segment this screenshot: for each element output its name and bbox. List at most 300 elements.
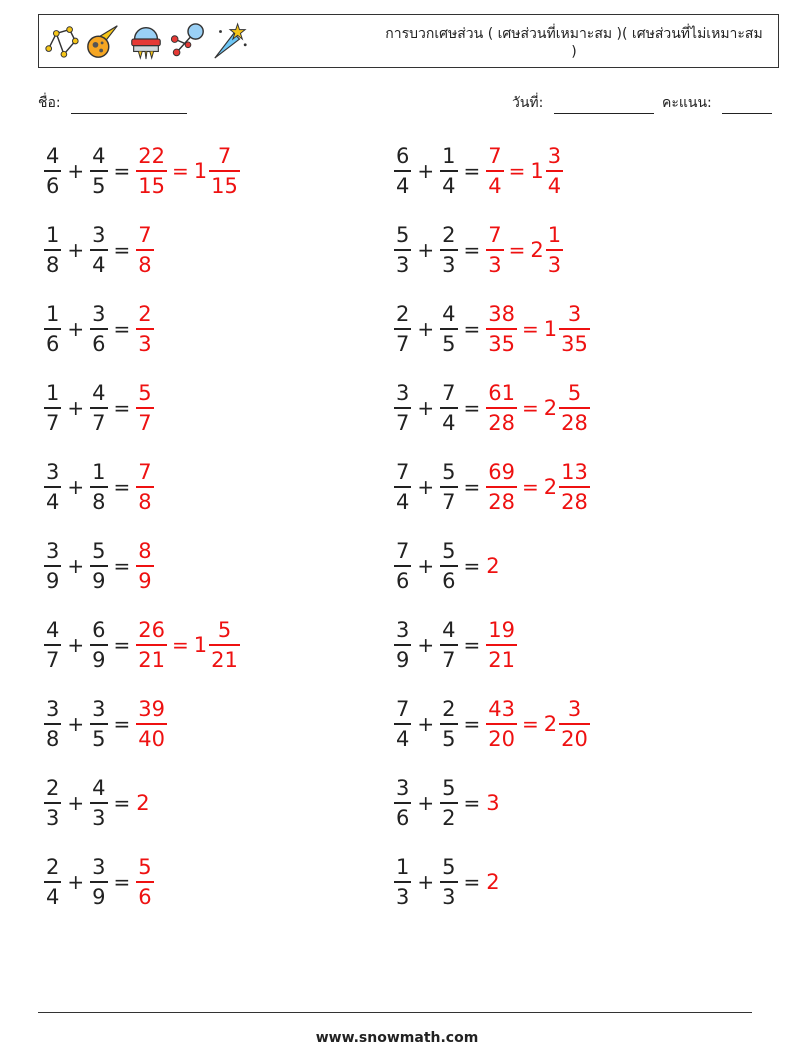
addend-fraction: [44, 854, 61, 910]
denominator: 4: [488, 173, 502, 198]
addend-fraction: [394, 301, 411, 357]
denominator: 3: [138, 331, 152, 356]
fraction-bar: [394, 644, 411, 646]
equals-sign: =: [113, 475, 131, 499]
plus-sign: +: [417, 475, 435, 499]
comet-icon: [85, 19, 123, 63]
problem-item: [44, 691, 167, 757]
fraction-bar: [44, 723, 61, 725]
denominator: 5: [442, 726, 456, 751]
denominator: 9: [92, 647, 106, 672]
fraction-bar: [440, 723, 457, 725]
denominator: 4: [547, 173, 562, 198]
numerator: 4: [92, 381, 106, 406]
equals-sign: =: [113, 791, 131, 815]
equals-sign: =: [172, 633, 189, 657]
equals-sign: =: [522, 396, 539, 420]
numerator: 7: [488, 144, 502, 169]
problem-item: [394, 375, 590, 441]
numerator: 5: [442, 539, 456, 564]
denominator: 7: [442, 647, 456, 672]
denominator: 7: [46, 647, 60, 672]
equals-sign: =: [463, 238, 481, 262]
denominator: 4: [46, 489, 60, 514]
answer: [136, 696, 167, 752]
numerator: 7: [442, 381, 456, 406]
equals-sign: =: [113, 238, 131, 262]
fraction-bar: [136, 565, 153, 567]
plus-sign: +: [417, 159, 435, 183]
footer-website: www.snowmath.com: [315, 1030, 479, 1046]
fraction-bar: [394, 407, 411, 409]
answer: [486, 617, 517, 673]
equals-sign: =: [522, 317, 539, 341]
numerator: 3: [567, 302, 582, 327]
problem-item: [394, 138, 563, 204]
date-label: วันที่:: [512, 95, 544, 111]
spaceship-icon: [127, 19, 165, 63]
fraction-bar: [44, 328, 61, 330]
numerator: 7: [396, 539, 410, 564]
plus-sign: +: [417, 633, 435, 657]
mixed-whole: 2: [543, 396, 558, 420]
numerator: 43: [488, 697, 516, 722]
fraction-bar: [90, 802, 107, 804]
answer: [486, 222, 563, 278]
fraction-bar: [136, 328, 153, 330]
plus-sign: +: [417, 712, 435, 736]
fraction-bar: [440, 565, 457, 567]
answer: [136, 459, 153, 515]
header-icons: [39, 15, 249, 67]
answer: [486, 301, 590, 357]
fraction-bar: [440, 170, 457, 172]
addend-fraction: [44, 617, 61, 673]
fraction-bar: [440, 407, 457, 409]
problem-item: [394, 612, 517, 678]
fraction-bar: [209, 170, 240, 172]
fraction-bar: [559, 407, 590, 409]
answer-fraction: [136, 143, 167, 199]
denominator: 4: [442, 173, 456, 198]
fraction-bar: [440, 802, 457, 804]
numerator: 19: [488, 618, 516, 643]
addend-fraction: [90, 696, 107, 752]
answer: [136, 380, 153, 436]
fraction-bar: [209, 644, 240, 646]
addend-fraction: [90, 143, 107, 199]
fraction-bar: [136, 881, 153, 883]
numerator: 1: [46, 302, 60, 327]
numerator: 1: [396, 855, 410, 880]
fraction-bar: [136, 644, 167, 646]
addend-fraction: [90, 617, 107, 673]
fraction-bar: [136, 170, 167, 172]
denominator: 3: [488, 252, 502, 277]
mixed-fraction: [546, 143, 563, 199]
denominator: 9: [92, 884, 106, 909]
plus-sign: +: [67, 791, 85, 815]
fraction-bar: [136, 407, 153, 409]
addend-fraction: [44, 696, 61, 752]
addend-fraction: [44, 301, 61, 357]
fraction-bar: [136, 249, 153, 251]
satellite-icon: [169, 19, 207, 63]
numerator: 1: [92, 460, 106, 485]
plus-sign: +: [417, 317, 435, 341]
addend-fraction: [394, 775, 411, 831]
plus-sign: +: [67, 396, 85, 420]
denominator: 4: [396, 173, 410, 198]
equals-sign: =: [522, 475, 539, 499]
numerator: 69: [488, 460, 516, 485]
fraction-bar: [559, 723, 590, 725]
denominator: 9: [396, 647, 410, 672]
mixed-whole: 1: [193, 159, 208, 183]
addend-fraction: [394, 854, 411, 910]
numerator: 4: [46, 144, 60, 169]
numerator: 13: [561, 460, 588, 485]
name-field: [38, 92, 187, 114]
numerator: 5: [138, 381, 152, 406]
denominator: 20: [488, 726, 516, 751]
numerator: 4: [46, 618, 60, 643]
denominator: 6: [396, 568, 410, 593]
fraction-bar: [44, 644, 61, 646]
numerator: 3: [92, 223, 106, 248]
problem-item: [394, 849, 502, 915]
numerator: 1: [46, 223, 60, 248]
numerator: 5: [442, 855, 456, 880]
denominator: 3: [396, 252, 410, 277]
shooting-star-icon: [211, 19, 249, 63]
numerator: 4: [442, 302, 456, 327]
plus-sign: +: [417, 396, 435, 420]
denominator: 5: [92, 726, 106, 751]
equals-sign: =: [463, 870, 481, 894]
answer-fraction: [486, 696, 517, 752]
addend-fraction: [440, 143, 457, 199]
mixed-fraction: [559, 696, 590, 752]
plus-sign: +: [67, 317, 85, 341]
numerator: 3: [567, 697, 582, 722]
numerator: 3: [92, 855, 106, 880]
addend-fraction: [394, 538, 411, 594]
addend-fraction: [90, 380, 107, 436]
plus-sign: +: [67, 633, 85, 657]
fraction-bar: [136, 723, 167, 725]
fraction-bar: [546, 170, 563, 172]
answer-fraction: [136, 538, 153, 594]
fraction-bar: [559, 486, 590, 488]
denominator: 4: [396, 489, 410, 514]
answer: [486, 870, 501, 894]
equals-sign: =: [113, 633, 131, 657]
fraction-bar: [440, 249, 457, 251]
problem-item: [44, 375, 154, 441]
equals-sign: =: [463, 317, 481, 341]
denominator: 3: [442, 884, 456, 909]
fraction-bar: [394, 881, 411, 883]
fraction-bar: [90, 723, 107, 725]
equals-sign: =: [508, 159, 526, 183]
numerator: 2: [46, 855, 60, 880]
fraction-bar: [394, 328, 411, 330]
numerator: 4: [92, 776, 106, 801]
answer: [136, 791, 151, 815]
denominator: 8: [138, 252, 152, 277]
plus-sign: +: [67, 870, 85, 894]
denominator: 7: [442, 489, 456, 514]
answer-fraction: [486, 459, 517, 515]
addend-fraction: [394, 617, 411, 673]
answer: [136, 617, 240, 673]
numerator: 5: [138, 855, 152, 880]
answer: [486, 696, 590, 752]
addend-fraction: [440, 459, 457, 515]
numerator: 7: [396, 460, 410, 485]
addend-fraction: [44, 538, 61, 594]
numerator: 3: [46, 539, 60, 564]
numerator: 3: [396, 618, 410, 643]
numerator: 3: [547, 144, 562, 169]
fraction-bar: [440, 881, 457, 883]
problem-item: [394, 217, 563, 283]
denominator: 9: [138, 568, 152, 593]
denominator: 9: [46, 568, 60, 593]
fraction-bar: [486, 170, 503, 172]
plus-sign: +: [67, 159, 85, 183]
plus-sign: +: [67, 554, 85, 578]
answer-whole: 2: [136, 791, 150, 815]
equals-sign: =: [463, 475, 481, 499]
denominator: 8: [138, 489, 152, 514]
numerator: 61: [488, 381, 516, 406]
denominator: 8: [46, 726, 60, 751]
plus-sign: +: [67, 238, 85, 262]
constellation-icon: [43, 19, 81, 63]
denominator: 6: [138, 884, 152, 909]
numerator: 5: [217, 618, 232, 643]
plus-sign: +: [417, 791, 435, 815]
problem-item: [394, 533, 502, 599]
mixed-whole: 1: [543, 317, 558, 341]
denominator: 3: [46, 805, 60, 830]
fraction-bar: [394, 486, 411, 488]
fraction-bar: [90, 170, 107, 172]
numerator: 7: [396, 697, 410, 722]
answer: [486, 791, 501, 815]
equals-sign: =: [463, 633, 481, 657]
numerator: 1: [442, 144, 456, 169]
answer-fraction: [136, 222, 153, 278]
denominator: 35: [561, 331, 588, 356]
addend-fraction: [440, 617, 457, 673]
fraction-bar: [44, 170, 61, 172]
numerator: 3: [92, 697, 106, 722]
fraction-bar: [90, 565, 107, 567]
numerator: 2: [138, 302, 152, 327]
addend-fraction: [394, 696, 411, 752]
addend-fraction: [394, 380, 411, 436]
fraction-bar: [394, 802, 411, 804]
denominator: 28: [488, 410, 516, 435]
problem-item: [394, 770, 502, 836]
numerator: 8: [138, 539, 152, 564]
score-field: [662, 92, 772, 114]
fraction-bar: [90, 644, 107, 646]
plus-sign: +: [67, 712, 85, 736]
addend-fraction: [90, 775, 107, 831]
equals-sign: =: [113, 317, 131, 341]
denominator: 7: [46, 410, 60, 435]
denominator: 2: [442, 805, 456, 830]
addend-fraction: [44, 222, 61, 278]
numerator: 7: [217, 144, 232, 169]
numerator: 1: [547, 223, 562, 248]
date-blank[interactable]: [554, 100, 654, 114]
denominator: 6: [442, 568, 456, 593]
addend-fraction: [394, 459, 411, 515]
answer: [486, 380, 590, 436]
score-blank[interactable]: [722, 100, 772, 114]
numerator: 22: [138, 144, 166, 169]
problem-item: [394, 691, 590, 757]
addend-fraction: [90, 538, 107, 594]
equals-sign: =: [463, 396, 481, 420]
mixed-whole: 1: [530, 159, 544, 183]
problem-item: [394, 454, 590, 520]
mixed-whole: 1: [193, 633, 208, 657]
numerator: 3: [46, 460, 60, 485]
numerator: 5: [442, 776, 456, 801]
answer-fraction: [136, 301, 153, 357]
fraction-bar: [44, 486, 61, 488]
mixed-whole: 2: [543, 712, 558, 736]
fraction-bar: [44, 565, 61, 567]
answer: [136, 538, 153, 594]
addend-fraction: [440, 538, 457, 594]
fraction-bar: [44, 249, 61, 251]
denominator: 9: [92, 568, 106, 593]
problem-item: [44, 533, 154, 599]
denominator: 7: [92, 410, 106, 435]
problem-item: [44, 217, 154, 283]
plus-sign: +: [417, 554, 435, 578]
name-blank[interactable]: [71, 100, 187, 114]
denominator: 3: [547, 252, 562, 277]
denominator: 4: [442, 410, 456, 435]
answer: [136, 143, 240, 199]
score-label: คะแนน:: [662, 95, 712, 111]
mixed-whole: 2: [530, 238, 544, 262]
denominator: 8: [46, 252, 60, 277]
denominator: 7: [396, 331, 410, 356]
numerator: 7: [138, 223, 152, 248]
denominator: 7: [138, 410, 152, 435]
numerator: 6: [92, 618, 106, 643]
denominator: 5: [92, 173, 106, 198]
addend-fraction: [440, 380, 457, 436]
answer-whole: 2: [486, 554, 500, 578]
denominator: 35: [488, 331, 516, 356]
equals-sign: =: [463, 712, 481, 736]
fraction-bar: [394, 249, 411, 251]
fraction-bar: [486, 486, 517, 488]
numerator: 1: [46, 381, 60, 406]
numerator: 3: [92, 302, 106, 327]
numerator: 5: [567, 381, 582, 406]
numerator: 2: [442, 697, 456, 722]
addend-fraction: [90, 854, 107, 910]
problem-item: [394, 296, 590, 362]
denominator: 4: [396, 726, 410, 751]
equals-sign: =: [113, 554, 131, 578]
mixed-whole: 2: [543, 475, 558, 499]
denominator: 8: [92, 489, 106, 514]
equals-sign: =: [113, 870, 131, 894]
denominator: 6: [92, 331, 106, 356]
denominator: 6: [46, 173, 60, 198]
answer-fraction: [486, 222, 503, 278]
plus-sign: +: [67, 475, 85, 499]
fraction-bar: [440, 486, 457, 488]
numerator: 7: [488, 223, 502, 248]
problem-item: [44, 612, 240, 678]
numerator: 3: [46, 697, 60, 722]
answer-fraction: [486, 143, 503, 199]
answer-fraction: [136, 380, 153, 436]
denominator: 21: [488, 647, 516, 672]
fraction-bar: [486, 644, 517, 646]
numerator: 39: [138, 697, 166, 722]
numerator: 7: [138, 460, 152, 485]
addend-fraction: [440, 854, 457, 910]
answer: [486, 554, 501, 578]
fraction-bar: [486, 723, 517, 725]
equals-sign: =: [508, 238, 526, 262]
worksheet-title: การบวกเศษส่วน ( เศษส่วนที่เหมาะสม )( เศษส่วนที่ไม่เหมาะสม ): [385, 26, 763, 60]
denominator: 28: [488, 489, 516, 514]
addend-fraction: [394, 143, 411, 199]
header-box: [38, 14, 779, 68]
equals-sign: =: [463, 159, 481, 183]
denominator: 15: [211, 173, 238, 198]
footer-divider: [38, 1012, 752, 1013]
fraction-bar: [90, 328, 107, 330]
problem-item: [44, 849, 154, 915]
mixed-fraction: [559, 301, 590, 357]
numerator: 5: [396, 223, 410, 248]
denominator: 3: [442, 252, 456, 277]
addend-fraction: [440, 301, 457, 357]
denominator: 5: [442, 331, 456, 356]
denominator: 4: [46, 884, 60, 909]
denominator: 3: [92, 805, 106, 830]
addend-fraction: [440, 775, 457, 831]
date-field: [512, 92, 654, 114]
equals-sign: =: [522, 712, 539, 736]
numerator: 3: [396, 776, 410, 801]
fraction-bar: [486, 328, 517, 330]
mixed-fraction: [209, 617, 240, 673]
fraction-bar: [394, 723, 411, 725]
fraction-bar: [394, 170, 411, 172]
answer: [486, 143, 563, 199]
addend-fraction: [44, 459, 61, 515]
fraction-bar: [440, 644, 457, 646]
fraction-bar: [559, 328, 590, 330]
